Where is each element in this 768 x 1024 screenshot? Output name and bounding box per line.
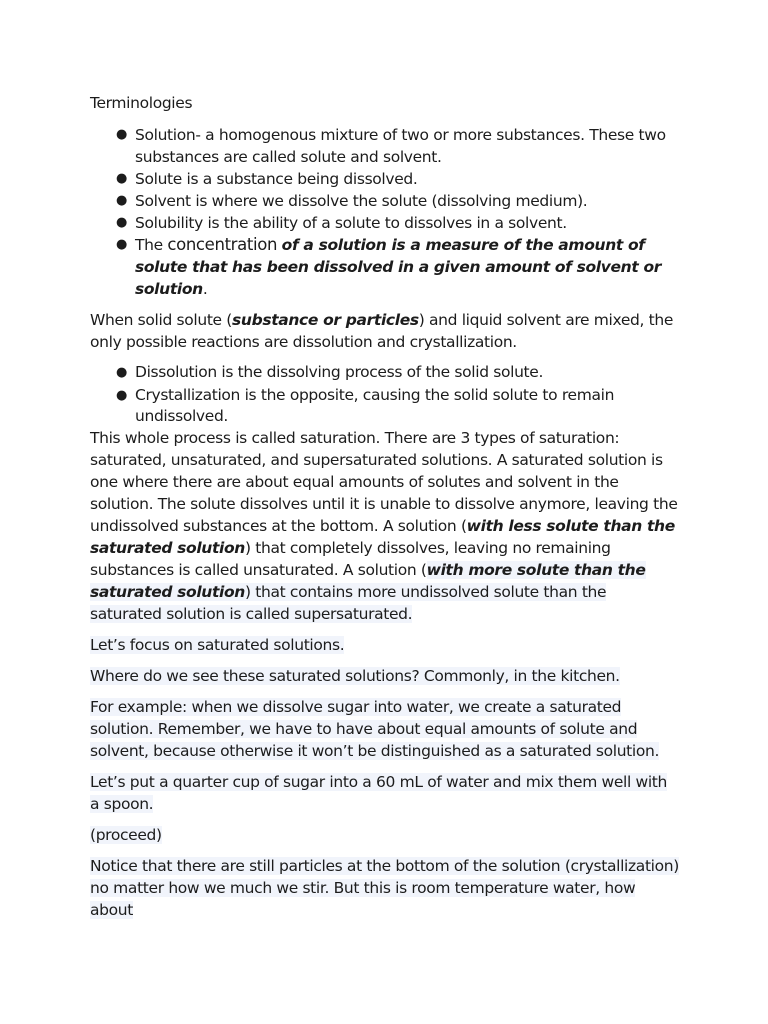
paragraph-saturation: This whole process is called saturation. There are 3 types of saturation: saturated, unsaturated, and supersaturated solutions. A saturated solution is one where there are about equal amounts of solutes and solvent in the solution. The solute dissolves until it is unable to dissolve anymore, leaving the undissolved substances at the bottom. A solution (with less solute than the saturated solution) that completely dissolves, leaving no remaining substances is called unsaturated. A solution (with more solute than the saturated solution) that contains more undissolved solute than the saturated solution is called supersaturated.: [90, 429, 678, 623]
document-page: [90, 92, 680, 930]
paragraph-sugar: Let’s put a quarter cup of sugar into a 60 mL of water and mix them well with a spoon.: [90, 773, 668, 813]
bullet-icon: ●: [116, 127, 127, 142]
list-item-solute: ● Solute is a substance being dissolved.: [116, 170, 418, 188]
term-concentration: concentration: [167, 235, 278, 254]
bullet-icon: ●: [116, 237, 127, 252]
concentration-definition: of a solution is a measure of the amount of solute that has been dissolved in a given amount of solvent or solution: [135, 236, 662, 298]
paragraph-example: For example: when we dissolve sugar into water, we create a saturated solution. Remember, we have to have about equal amounts of solute and solvent, because otherwise it won’t be distinguished as a saturated solution.: [90, 698, 660, 760]
bullet-icon: ●: [116, 388, 127, 403]
paragraph-solid-liquid: When solid solute (substance or particles) and liquid solvent are mixed, the only possible reactions are dissolution and crystallization.: [90, 311, 674, 351]
terminology-list: [90, 124, 680, 300]
bullet-icon: ●: [116, 215, 127, 230]
process-list: [90, 362, 680, 427]
paragraph-focus: Let’s focus on saturated solutions.: [90, 636, 345, 654]
list-item-solvent: ● Solvent is where we dissolve the solute (dissolving medium).: [116, 192, 588, 210]
bullet-icon: ●: [116, 171, 127, 186]
bullet-icon: ●: [116, 365, 127, 380]
emphasis-less-solute: with less solute than the saturated solution: [90, 517, 675, 557]
section-heading: Terminologies: [90, 94, 193, 112]
list-item-crystallization: ● Crystallization is the opposite, causing the solid solute to remain undissolved.: [116, 386, 615, 425]
paragraph-proceed: (proceed): [90, 826, 162, 844]
emphasis-more-solute: with more solute than the saturated solution: [90, 561, 646, 601]
list-item-solubility: ● Solubility is the ability of a solute to dissolves in a solvent.: [116, 214, 567, 232]
paragraph-notice: Notice that there are still particles at the bottom of the solution (crystallization) no matter how we much we stir. But this is room temperature water, how about: [90, 857, 679, 919]
list-item-concentration: ● The concentration of a solution is a measure of the amount of solute that has been dissolved in a given amount of solvent or solution.: [116, 235, 662, 298]
highlighted-text: with more solute than the saturated solution) that contains more undissolved solute than the saturated solution is called supersaturated.: [90, 561, 646, 623]
list-item-dissolution: ● Dissolution is the dissolving process of the solid solute.: [116, 363, 544, 381]
emphasis-substance: substance or particles: [232, 311, 419, 329]
bullet-icon: ●: [116, 193, 127, 208]
list-item-solution: ● Solution- a homogenous mixture of two or more substances. These two substances are called solute and solvent.: [116, 126, 666, 166]
paragraph-kitchen: Where do we see these saturated solutions? Commonly, in the kitchen.: [90, 667, 620, 685]
